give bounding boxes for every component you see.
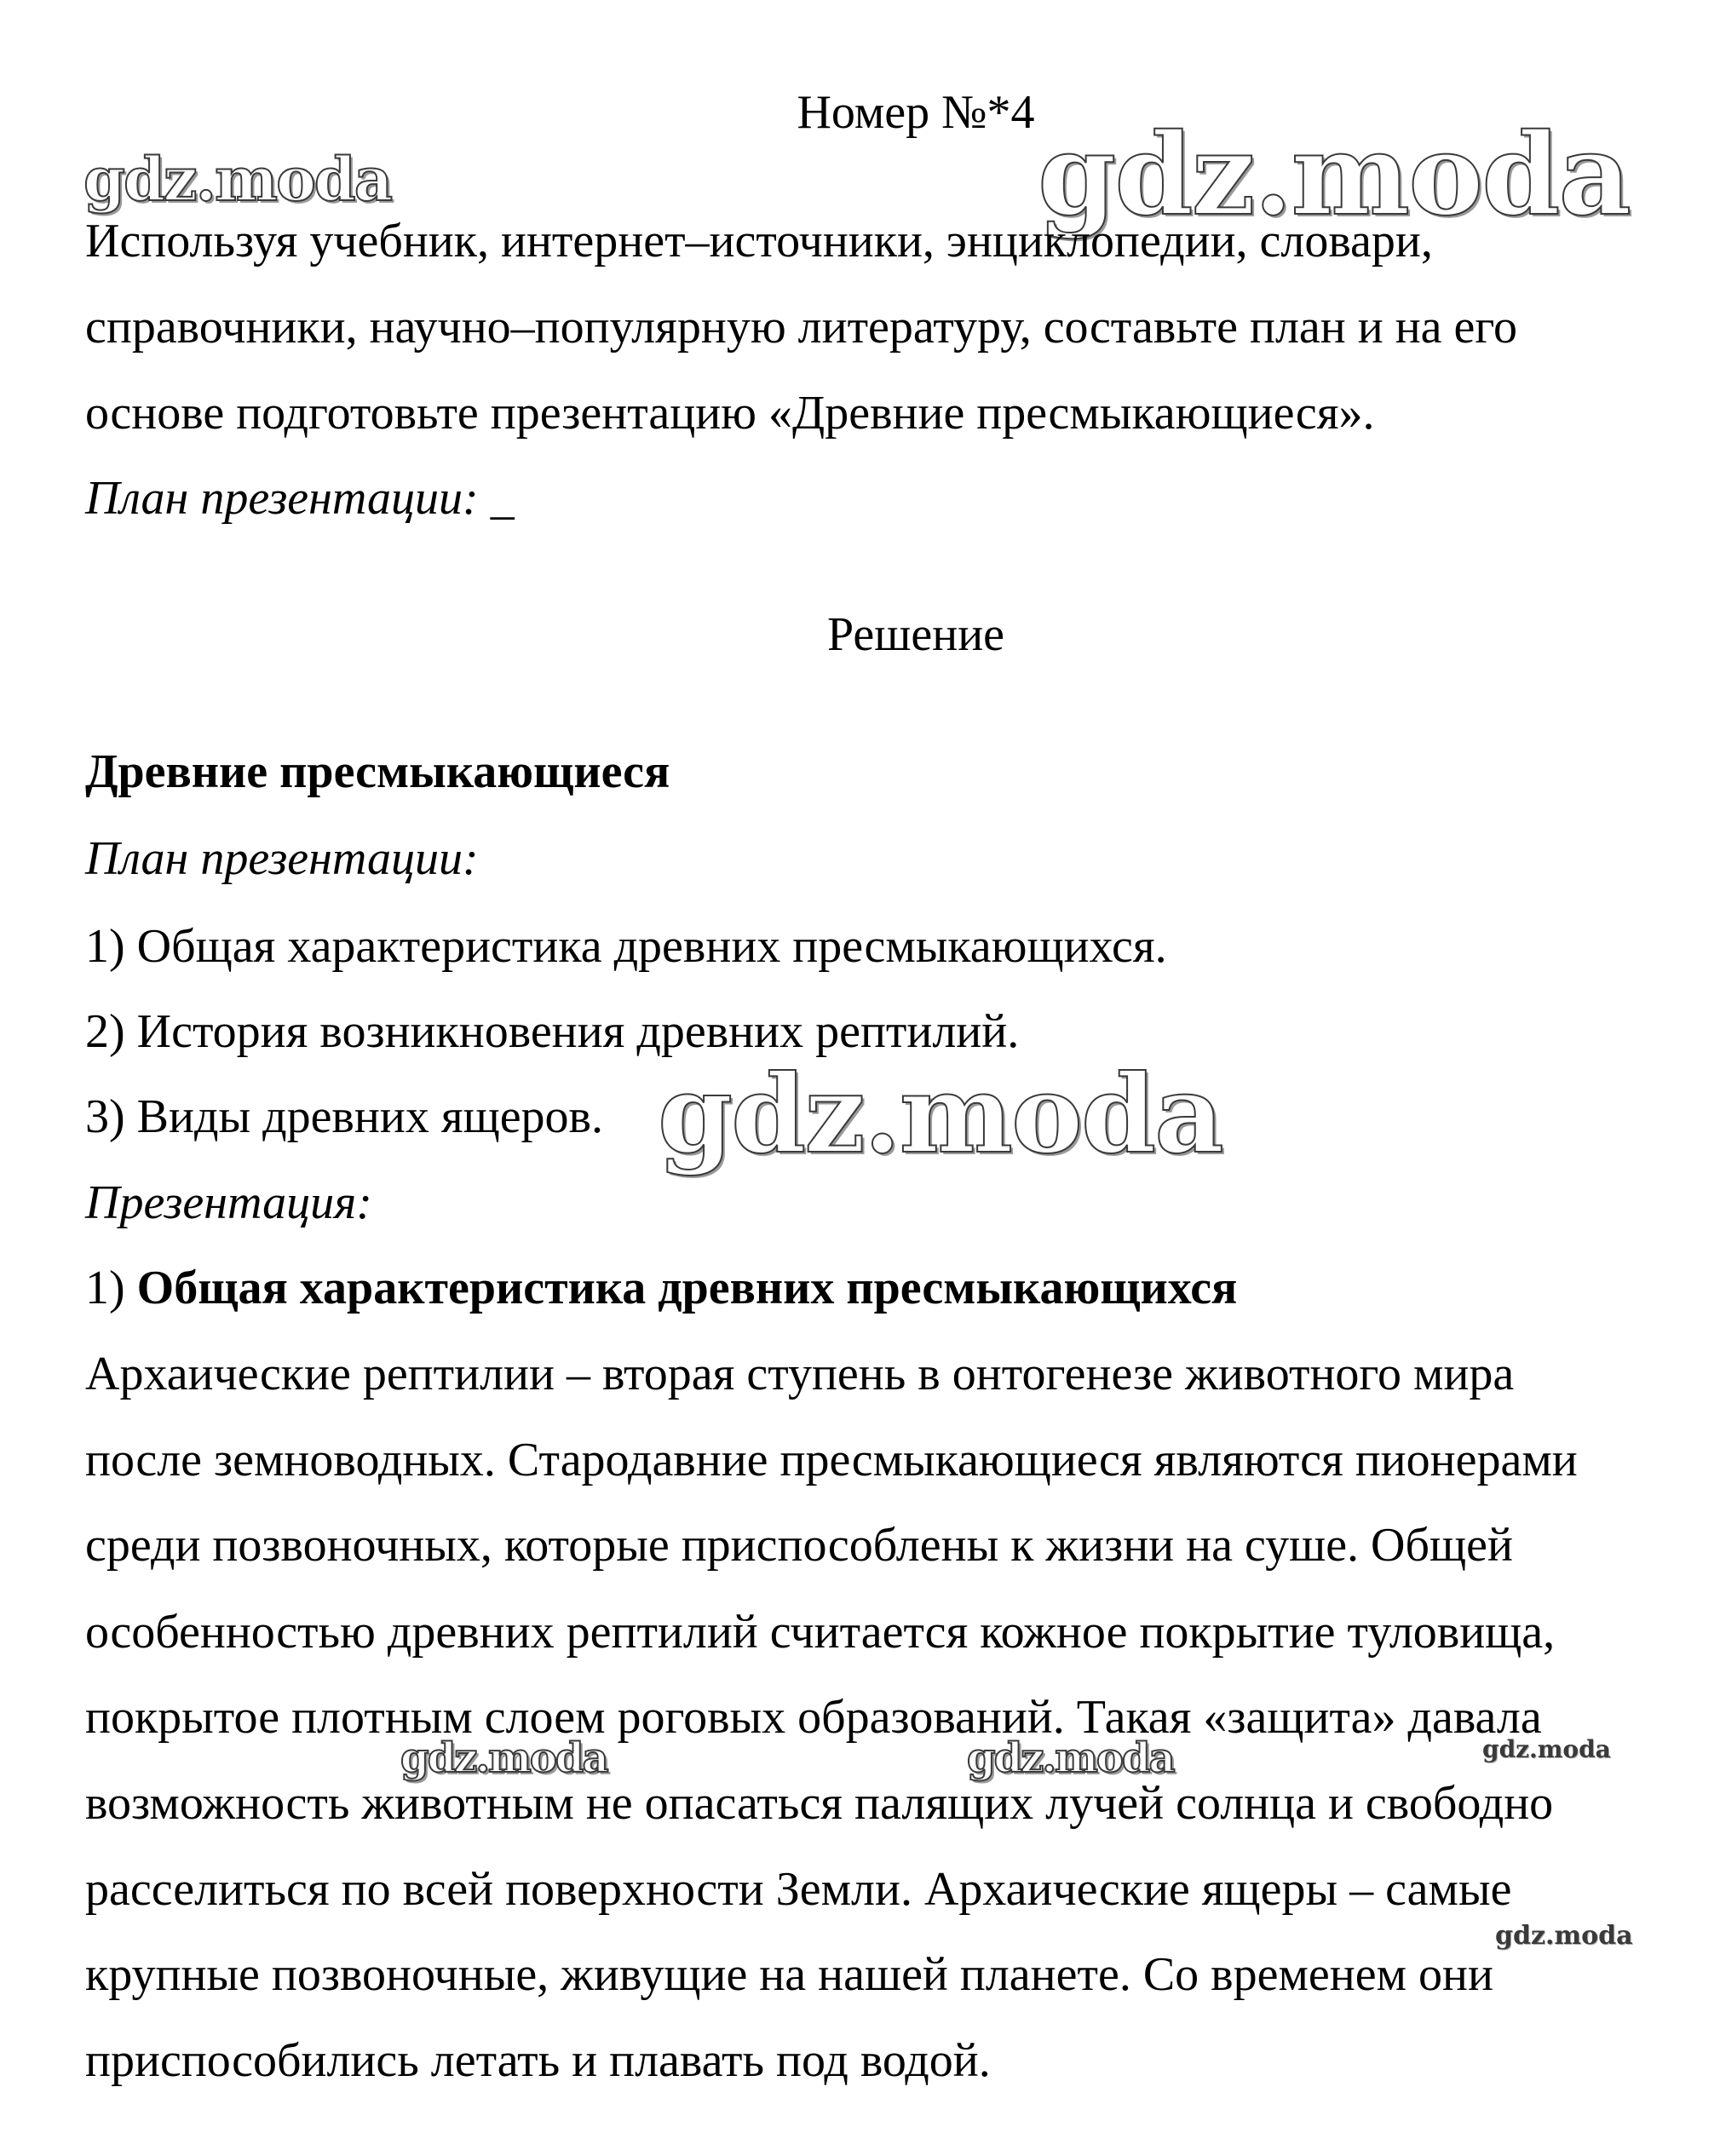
watermark-top-large: gdz.moda: [1038, 109, 1631, 241]
task-line-1: Используя учебник, интернет‒источники, энциклопедии, словари,: [85, 215, 1433, 267]
section-1-title: Общая характеристика древних пресмыкающихся: [136, 1262, 1238, 1314]
paragraph-line-5: покрытое плотным слоем роговых образований. Такая «защита» давала: [85, 1691, 1542, 1744]
paragraph-line-6: возможность животным не опасаться палящих лучей солнца и свободно: [85, 1777, 1554, 1830]
solution-heading: Решение: [826, 608, 1005, 661]
task-plan-prompt: План презентации: _: [85, 472, 515, 525]
paragraph-line-8: крупные позвоночные, живущие на нашей планете. Со временем они: [85, 1948, 1493, 2001]
plan-label: План презентации:: [85, 832, 479, 885]
watermark-lower-center: gdz.moda: [967, 1734, 1174, 1782]
section-1-heading: [85, 1264, 1237, 1312]
plan-item-2: 2) История возникновения древних рептилий.: [85, 1005, 1020, 1058]
watermark-top-left: gdz.moda: [83, 144, 392, 215]
paragraph-line-7: расселиться по всей поверхности Земли. Архаические ящеры – самые: [85, 1863, 1512, 1916]
paragraph-line-3: среди позвоночных, которые приспособлены к жизни на суше. Общей: [85, 1519, 1513, 1572]
plan-item-1: 1) Общая характеристика древних пресмыкающихся.: [85, 920, 1167, 973]
task-line-3: основе подготовьте презентацию «Древние пресмыкающиеся».: [85, 387, 1375, 440]
exercise-number-title: Номер №*4: [797, 86, 1035, 139]
paragraph-line-4: особенностью древних рептилий считается кожное покрытие туловища,: [85, 1606, 1556, 1659]
watermark-lower-right: gdz.moda: [1482, 1735, 1611, 1763]
task-line-2: справочники, научно‒популярную литературу, составьте план и на его: [85, 301, 1517, 354]
section-1-number: 1): [85, 1262, 137, 1314]
watermark-lower-left: gdz.moda: [400, 1734, 607, 1782]
watermark-middle: gdz.moda: [658, 1051, 1222, 1177]
paragraph-line-1: Архаические рептилии – вторая ступень в онтогенезе животного мира: [85, 1348, 1515, 1400]
presentation-label: Презентация:: [85, 1176, 372, 1229]
watermark-bottom-right: gdz.moda: [1495, 1921, 1633, 1951]
paragraph-line-9: приспособились летать и плавать под водой.: [85, 2034, 991, 2087]
paragraph-line-2: после земноводных. Стародавние пресмыкающиеся являются пионерами: [85, 1434, 1578, 1486]
plan-item-3: 3) Виды древних ящеров.: [85, 1090, 603, 1143]
solution-topic: Древние пресмыкающиеся: [85, 745, 670, 798]
